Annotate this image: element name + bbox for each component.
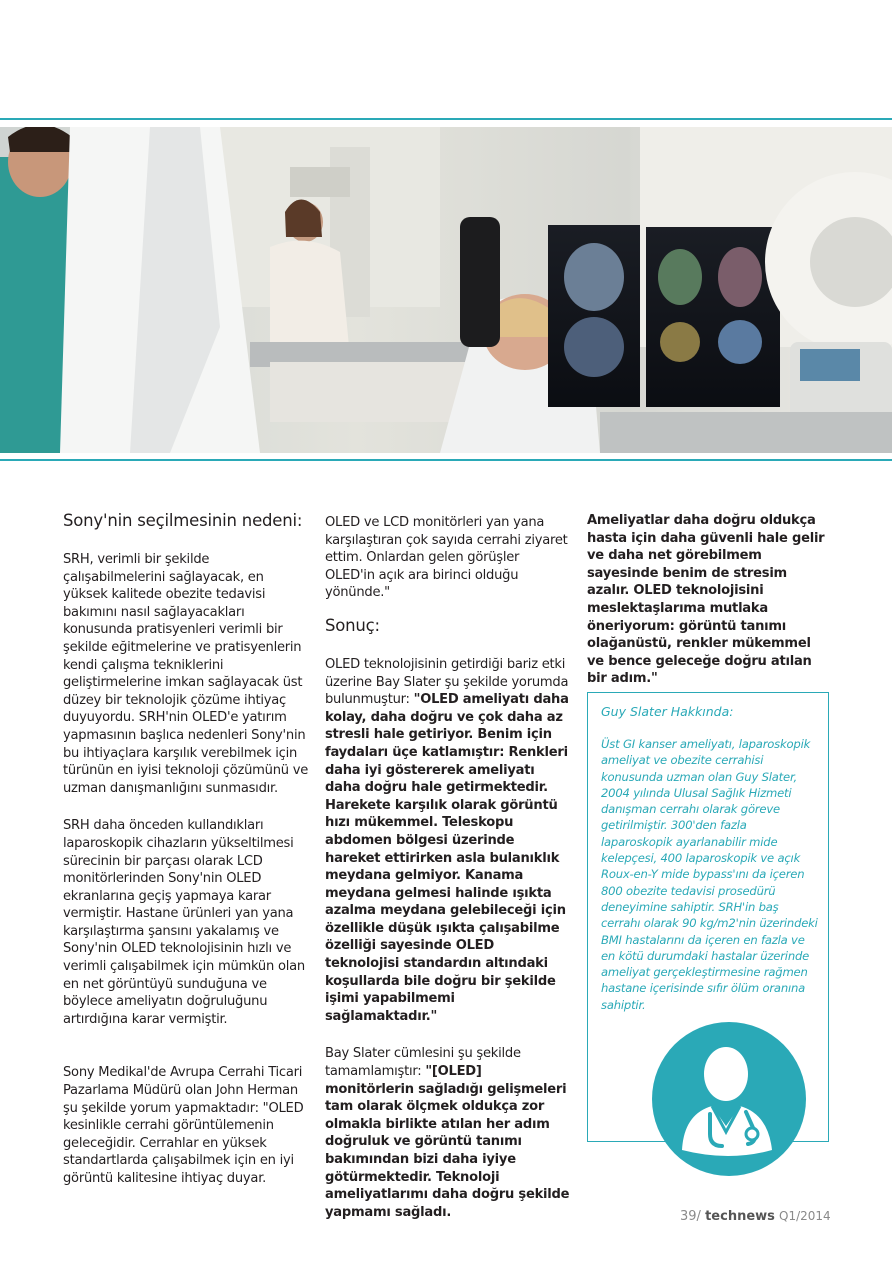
issue-label: Q1/2014	[779, 1209, 831, 1223]
paragraph	[325, 656, 570, 1025]
paragraph: SRH, verimli bir şekilde çalışabilmelerini sağlayacak, en yüksek kalitede obezite tedavisi bakımını nasıl sağlayacakları konusunda pratisyenleri verimli bir şekilde eğitmelerine ve pratisyenlerin kendi çalışma tekniklerini geliştirmelerine imkan sağlayacak üst düzey bir teknolojik çözüme ihtiyaç duyuyordu. SRH'nin OLED'e yatırım yapmasının başlıca nedenleri Sony'nin bu ihtiyaçlara karşılık verebilmek için türünün en iyisi teknoloji çözümünü ve uzman danışmanlığını sunmasıdır.	[63, 552, 309, 796]
intro-text: OLED teknolojisinin getirdiği bariz etki üzerine Bay Slater şu şekilde yorumda bulunmuştur:	[325, 656, 569, 708]
section-heading-reason: Sony'nin seçilmesinin nedeni:	[63, 511, 303, 530]
sidebar-title: Guy Slater Hakkında:	[601, 704, 734, 719]
footer-separator: /	[696, 1209, 701, 1224]
column-1	[63, 511, 308, 1188]
paragraph	[325, 1045, 570, 1221]
quote-text: "OLED ameliyatı daha kolay, daha doğru ve çok daha az stresli hale getiriyor. Benim için faydaları üçe katlamıştır: Renkleri daha iyi göstererek ameliyatı daha doğru hale getirmektedir. Harekete karşılık olarak görüntü hızı mükemmel. Teleskopu abdomen bölgesi üzerinde hareket ettirirken asla bulanıklık meydana gelmiyor. Kanama meydana gelmesi halinde ışıkta azalma meydana gelebileceği için özellikle düşük ışıkta çalışabilme özelliği sayesinde OLED teknolojisi standardın altındaki koşullarda bile doğru bir şekilde işimi yapabilmemi sağlamaktadır."	[325, 692, 569, 1024]
pull-quote	[587, 512, 829, 688]
quote-text: "[OLED] monitörlerin sağladığı gelişmeleri tam olarak ölçmek oldukça zor olmakla birlikte atılan her adım doğruluk ve görüntü tanımı bakımından bizi daha iyiye götürmektedir. Teknoloji ameliyatlarımı daha doğru şekilde yapmamı sağladı.	[325, 1064, 570, 1220]
quote-text: Ameliyatlar daha doğru oldukça hasta için daha güvenli hale gelir ve daha net görebilmem sayesinde benim de stresim azalır. OLED teknolojisini meslektaşlarıma mutlaka öneriyorum: görüntü tanımı olağanüstü, renkler mükemmel ve bence geleceğe doğru atılan bir adım."	[587, 513, 825, 687]
intro-text: Bay Slater cümlesini şu şekilde tamamlamıştır:	[325, 1046, 521, 1080]
paragraph: SRH daha önceden kullandıkları laparoskopik cihazların yükseltilmesi sürecinin bir parçası olarak LCD monitörlerinden Sony'nin OLED ekranlarına geçiş yapmaya karar vermiştir. Hastane ürünleri yan yana karşılaştırma şansını yakalamış ve Sony'nin OLED teknolojisinin hızlı ve verimli çalışabilmek için mümkün olan en net görüntüyü sunduğuna ve böylece ameliyatın doğruluğunu artırdığına karar vermiştir.	[63, 818, 305, 1027]
section-heading-conclusion: Sonuç:	[325, 615, 380, 635]
column-2	[325, 514, 570, 1221]
paragraph: Sony Medikal'de Avrupa Cerrahi Ticari Pazarlama Müdürü olan John Herman şu şekilde yorum yapmaktadır: "OLED kesinlikle cerrahi görüntülemenin geleceğidir. Cerrahlar en yüksek standartlarda çalışabilmek için en iyi görüntü kalitesine ihtiyaç duyar.	[63, 1065, 304, 1186]
hero-photo	[0, 127, 892, 453]
top-accent-rule	[0, 118, 892, 120]
sidebar-body: Üst GI kanser ameliyatı, laparoskopik ameliyat ve obezite cerrahisi konusunda uzman olan Guy Slater, 2004 yılında Ulusal Sağlık Hizmeti danışman cerrahı olarak göreve getirilmiştir. 300'den fazla laparoskopik ayarlanabilir mide kelepçesi, 400 laparoskopik ve açık Roux-en-Y mide bypass'ını da içeren 800 obezite tedavisi prosedürü deneyimine sahiptir. SRH'in baş cerrahı olarak 90 kg/m2'nin üzerindeki BMI hastalarını da içeren en fazla ve en kötü durumdaki hastalar üzerinde ameliyat gerçekleştirmesine rağmen hastane içerisinde sıfır ölüm oranına sahiptir.	[601, 737, 818, 1012]
bottom-accent-rule	[0, 459, 892, 461]
brand-name: technews	[705, 1209, 775, 1224]
page-number: 39	[680, 1209, 697, 1224]
hero-photo-illustration	[0, 127, 892, 453]
column-3	[587, 512, 829, 688]
page-footer	[680, 1209, 831, 1224]
doctor-avatar-icon	[652, 1022, 806, 1176]
paragraph: OLED ve LCD monitörleri yan yana karşılaştıran çok sayıda cerrahi ziyaret ettim. Onlardan gelen görüşler OLED'in açık ara birinci olduğu yönünde."	[325, 515, 568, 601]
